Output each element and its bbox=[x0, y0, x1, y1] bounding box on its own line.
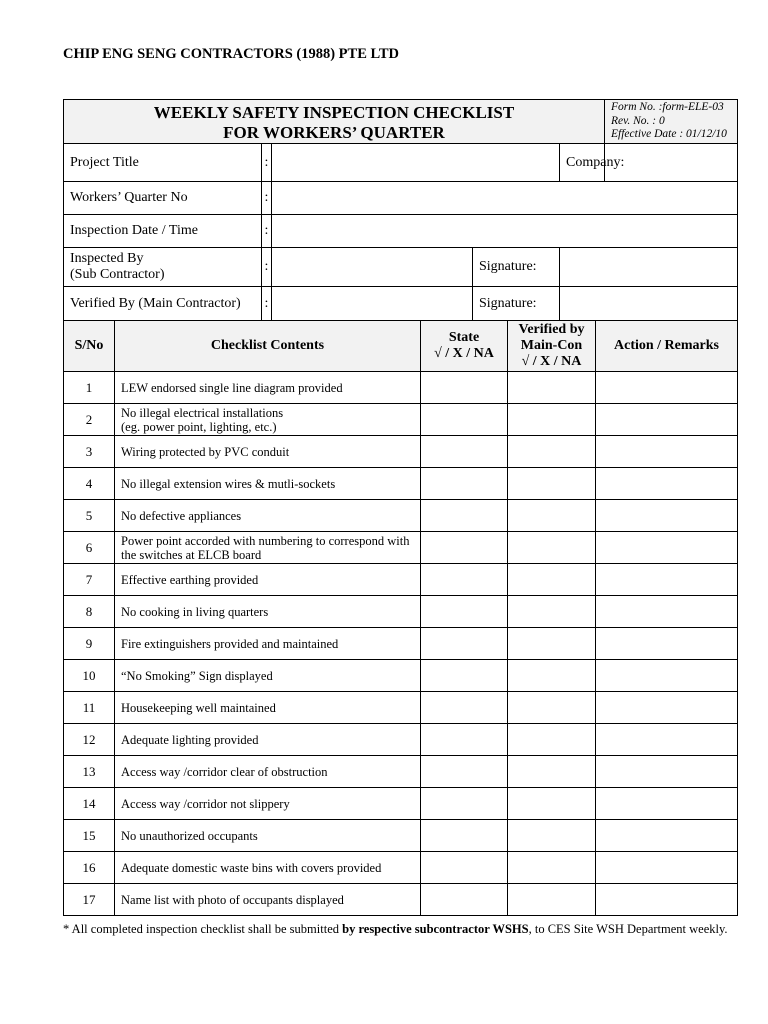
verified-cell[interactable] bbox=[508, 628, 596, 660]
remarks-cell[interactable] bbox=[596, 692, 738, 724]
item-text bbox=[115, 596, 421, 628]
footnote-suffix: , to CES Site WSH Department weekly. bbox=[528, 922, 728, 936]
item-number: 7 bbox=[64, 564, 115, 596]
state-cell[interactable] bbox=[421, 404, 508, 436]
item-text-line1: Effective earthing provided bbox=[121, 572, 259, 587]
colon: : bbox=[262, 287, 272, 321]
sno-header: S/No bbox=[64, 321, 115, 372]
remarks-header: Action / Remarks bbox=[596, 321, 738, 372]
footnote-prefix: * All completed inspection checklist shall be submitted bbox=[63, 922, 343, 936]
item-text-line2: the switches at ELCB board bbox=[121, 547, 262, 562]
remarks-cell[interactable] bbox=[596, 884, 738, 916]
checklist-row bbox=[64, 788, 738, 820]
item-text bbox=[115, 436, 421, 468]
checklist-row bbox=[64, 724, 738, 756]
remarks-cell[interactable] bbox=[596, 788, 738, 820]
checklist-row bbox=[64, 500, 738, 532]
verified-cell[interactable] bbox=[508, 372, 596, 404]
verified-header-line3: √ / X / NA bbox=[521, 354, 582, 369]
state-cell[interactable] bbox=[421, 596, 508, 628]
item-number: 4 bbox=[64, 468, 115, 500]
verified-by-field[interactable] bbox=[272, 287, 473, 321]
state-cell[interactable] bbox=[421, 628, 508, 660]
state-cell[interactable] bbox=[421, 500, 508, 532]
colon: : bbox=[262, 182, 272, 215]
checklist-row bbox=[64, 468, 738, 500]
verified-cell[interactable] bbox=[508, 468, 596, 500]
form-number: Form No. :form-ELE-03 bbox=[611, 101, 724, 114]
item-text bbox=[115, 884, 421, 916]
inspected-by-label bbox=[64, 248, 262, 287]
signature-label: Signature: bbox=[473, 287, 560, 321]
item-text bbox=[115, 756, 421, 788]
remarks-cell[interactable] bbox=[596, 436, 738, 468]
checklist-row bbox=[64, 372, 738, 404]
item-text-line1: Wiring protected by PVC conduit bbox=[121, 444, 290, 459]
remarks-cell[interactable] bbox=[596, 628, 738, 660]
inspection-date-time-field[interactable] bbox=[272, 215, 738, 248]
remarks-cell[interactable] bbox=[596, 660, 738, 692]
inspected-by-line2: (Sub Contractor) bbox=[70, 267, 165, 282]
company-label: Company: bbox=[560, 144, 605, 182]
remarks-cell[interactable] bbox=[596, 564, 738, 596]
item-number: 15 bbox=[64, 820, 115, 852]
item-text bbox=[115, 820, 421, 852]
inspected-by-signature-field[interactable] bbox=[560, 248, 738, 287]
verified-header bbox=[508, 321, 596, 372]
signature-label: Signature: bbox=[473, 248, 560, 287]
footnote bbox=[63, 922, 753, 937]
checklist-row bbox=[64, 404, 738, 436]
item-text bbox=[115, 500, 421, 532]
verified-cell[interactable] bbox=[508, 500, 596, 532]
contents-header: Checklist Contents bbox=[115, 321, 421, 372]
remarks-cell[interactable] bbox=[596, 532, 738, 564]
item-text bbox=[115, 564, 421, 596]
colon: : bbox=[262, 144, 272, 182]
item-text-line1: “No Smoking” Sign displayed bbox=[121, 668, 273, 683]
item-text-line1: Fire extinguishers provided and maintained bbox=[121, 636, 339, 651]
verified-cell[interactable] bbox=[508, 692, 596, 724]
item-text bbox=[115, 628, 421, 660]
item-text bbox=[115, 404, 421, 436]
verified-cell[interactable] bbox=[508, 884, 596, 916]
verified-cell[interactable] bbox=[508, 788, 596, 820]
verified-cell[interactable] bbox=[508, 724, 596, 756]
item-text bbox=[115, 692, 421, 724]
state-cell[interactable] bbox=[421, 468, 508, 500]
form-info bbox=[605, 100, 738, 144]
state-cell[interactable] bbox=[421, 660, 508, 692]
checklist-row bbox=[64, 660, 738, 692]
item-number: 11 bbox=[64, 692, 115, 724]
state-cell[interactable] bbox=[421, 724, 508, 756]
verified-header-line2: Main-Con bbox=[520, 338, 583, 353]
item-text bbox=[115, 372, 421, 404]
item-text-line1: No defective appliances bbox=[121, 508, 242, 523]
remarks-cell[interactable] bbox=[596, 372, 738, 404]
item-text-line1: Adequate lighting provided bbox=[121, 732, 259, 747]
state-cell[interactable] bbox=[421, 532, 508, 564]
state-cell[interactable] bbox=[421, 756, 508, 788]
checklist-row bbox=[64, 628, 738, 660]
item-text-line1: Power point accorded with numbering to correspond with bbox=[121, 533, 410, 548]
verified-cell[interactable] bbox=[508, 852, 596, 884]
item-number: 1 bbox=[64, 372, 115, 404]
state-cell[interactable] bbox=[421, 372, 508, 404]
item-text-line1: Access way /corridor not slippery bbox=[121, 796, 290, 811]
checklist-row bbox=[64, 564, 738, 596]
inspected-by-line1: Inspected By bbox=[70, 251, 144, 266]
verified-header-line1: Verified by bbox=[518, 322, 585, 337]
state-cell[interactable] bbox=[421, 884, 508, 916]
checklist-row bbox=[64, 884, 738, 916]
effective-date: Effective Date : 01/12/10 bbox=[611, 128, 727, 141]
remarks-cell[interactable] bbox=[596, 404, 738, 436]
item-number: 8 bbox=[64, 596, 115, 628]
footnote-bold: by respective subcontractor WSHS bbox=[342, 922, 529, 936]
state-header-line2: √ / X / NA bbox=[434, 346, 494, 361]
checklist-row bbox=[64, 852, 738, 884]
item-number: 6 bbox=[64, 532, 115, 564]
state-cell[interactable] bbox=[421, 788, 508, 820]
checklist-table bbox=[63, 320, 738, 916]
item-number: 3 bbox=[64, 436, 115, 468]
item-number: 12 bbox=[64, 724, 115, 756]
inspection-date-time-label: Inspection Date / Time bbox=[64, 215, 262, 248]
remarks-cell[interactable] bbox=[596, 468, 738, 500]
verified-cell[interactable] bbox=[508, 436, 596, 468]
remarks-cell[interactable] bbox=[596, 852, 738, 884]
verified-cell[interactable] bbox=[508, 756, 596, 788]
item-number: 16 bbox=[64, 852, 115, 884]
project-title-field[interactable] bbox=[272, 144, 560, 182]
remarks-cell[interactable] bbox=[596, 756, 738, 788]
item-text-line1: Adequate domestic waste bins with covers provided bbox=[121, 860, 382, 875]
item-number: 2 bbox=[64, 404, 115, 436]
verified-cell[interactable] bbox=[508, 820, 596, 852]
inspected-by-field[interactable] bbox=[272, 248, 473, 287]
remarks-cell[interactable] bbox=[596, 724, 738, 756]
state-cell[interactable] bbox=[421, 820, 508, 852]
state-cell[interactable] bbox=[421, 692, 508, 724]
item-number: 14 bbox=[64, 788, 115, 820]
verified-cell[interactable] bbox=[508, 404, 596, 436]
state-cell[interactable] bbox=[421, 564, 508, 596]
item-text bbox=[115, 852, 421, 884]
item-text-line1: Housekeeping well maintained bbox=[121, 700, 276, 715]
item-text-line1: No illegal electrical installations bbox=[121, 405, 284, 420]
checklist-row bbox=[64, 436, 738, 468]
state-header-line1: State bbox=[448, 330, 480, 345]
verified-cell[interactable] bbox=[508, 532, 596, 564]
colon: : bbox=[262, 215, 272, 248]
company-field[interactable] bbox=[605, 144, 738, 182]
checklist-row bbox=[64, 756, 738, 788]
item-text-line1: No unauthorized occupants bbox=[121, 828, 258, 843]
item-number: 5 bbox=[64, 500, 115, 532]
verified-by-label: Verified By (Main Contractor) bbox=[64, 287, 262, 321]
item-text-line1: No illegal extension wires & mutli-sockets bbox=[121, 476, 336, 491]
checklist-row bbox=[64, 692, 738, 724]
item-text-line1: Access way /corridor clear of obstruction bbox=[121, 764, 328, 779]
form-header-table bbox=[63, 99, 738, 321]
verified-cell[interactable] bbox=[508, 596, 596, 628]
revision-number: Rev. No. : 0 bbox=[611, 114, 665, 127]
checklist-header-row bbox=[64, 321, 738, 372]
item-text bbox=[115, 788, 421, 820]
item-text bbox=[115, 468, 421, 500]
checklist-row bbox=[64, 596, 738, 628]
form-title-line2: FOR WORKERS’ QUARTER bbox=[223, 122, 445, 142]
item-text-line1: Name list with photo of occupants displayed bbox=[121, 892, 344, 907]
verified-cell[interactable] bbox=[508, 660, 596, 692]
item-text bbox=[115, 532, 421, 564]
item-number: 10 bbox=[64, 660, 115, 692]
item-text-line1: No cooking in living quarters bbox=[121, 604, 269, 619]
company-name: CHIP ENG SENG CONTRACTORS (1988) PTE LTD bbox=[63, 46, 399, 62]
workers-quarter-no-label: Workers’ Quarter No bbox=[64, 182, 262, 215]
item-text bbox=[115, 660, 421, 692]
remarks-cell[interactable] bbox=[596, 820, 738, 852]
remarks-cell[interactable] bbox=[596, 500, 738, 532]
form-title-line1: WEEKLY SAFETY INSPECTION CHECKLIST bbox=[153, 102, 515, 122]
state-cell[interactable] bbox=[421, 852, 508, 884]
verified-by-signature-field[interactable] bbox=[560, 287, 738, 321]
verified-cell[interactable] bbox=[508, 564, 596, 596]
checklist-row bbox=[64, 532, 738, 564]
item-text-line2: (eg. power point, lighting, etc.) bbox=[121, 419, 277, 434]
item-text-line1: LEW endorsed single line diagram provided bbox=[121, 380, 343, 395]
state-header bbox=[421, 321, 508, 372]
form-title bbox=[64, 100, 605, 144]
item-number: 17 bbox=[64, 884, 115, 916]
remarks-cell[interactable] bbox=[596, 596, 738, 628]
project-title-label: Project Title bbox=[64, 144, 262, 182]
item-number: 9 bbox=[64, 628, 115, 660]
checklist-row bbox=[64, 820, 738, 852]
item-number: 13 bbox=[64, 756, 115, 788]
workers-quarter-no-field[interactable] bbox=[272, 182, 738, 215]
item-text bbox=[115, 724, 421, 756]
colon: : bbox=[262, 248, 272, 287]
state-cell[interactable] bbox=[421, 436, 508, 468]
